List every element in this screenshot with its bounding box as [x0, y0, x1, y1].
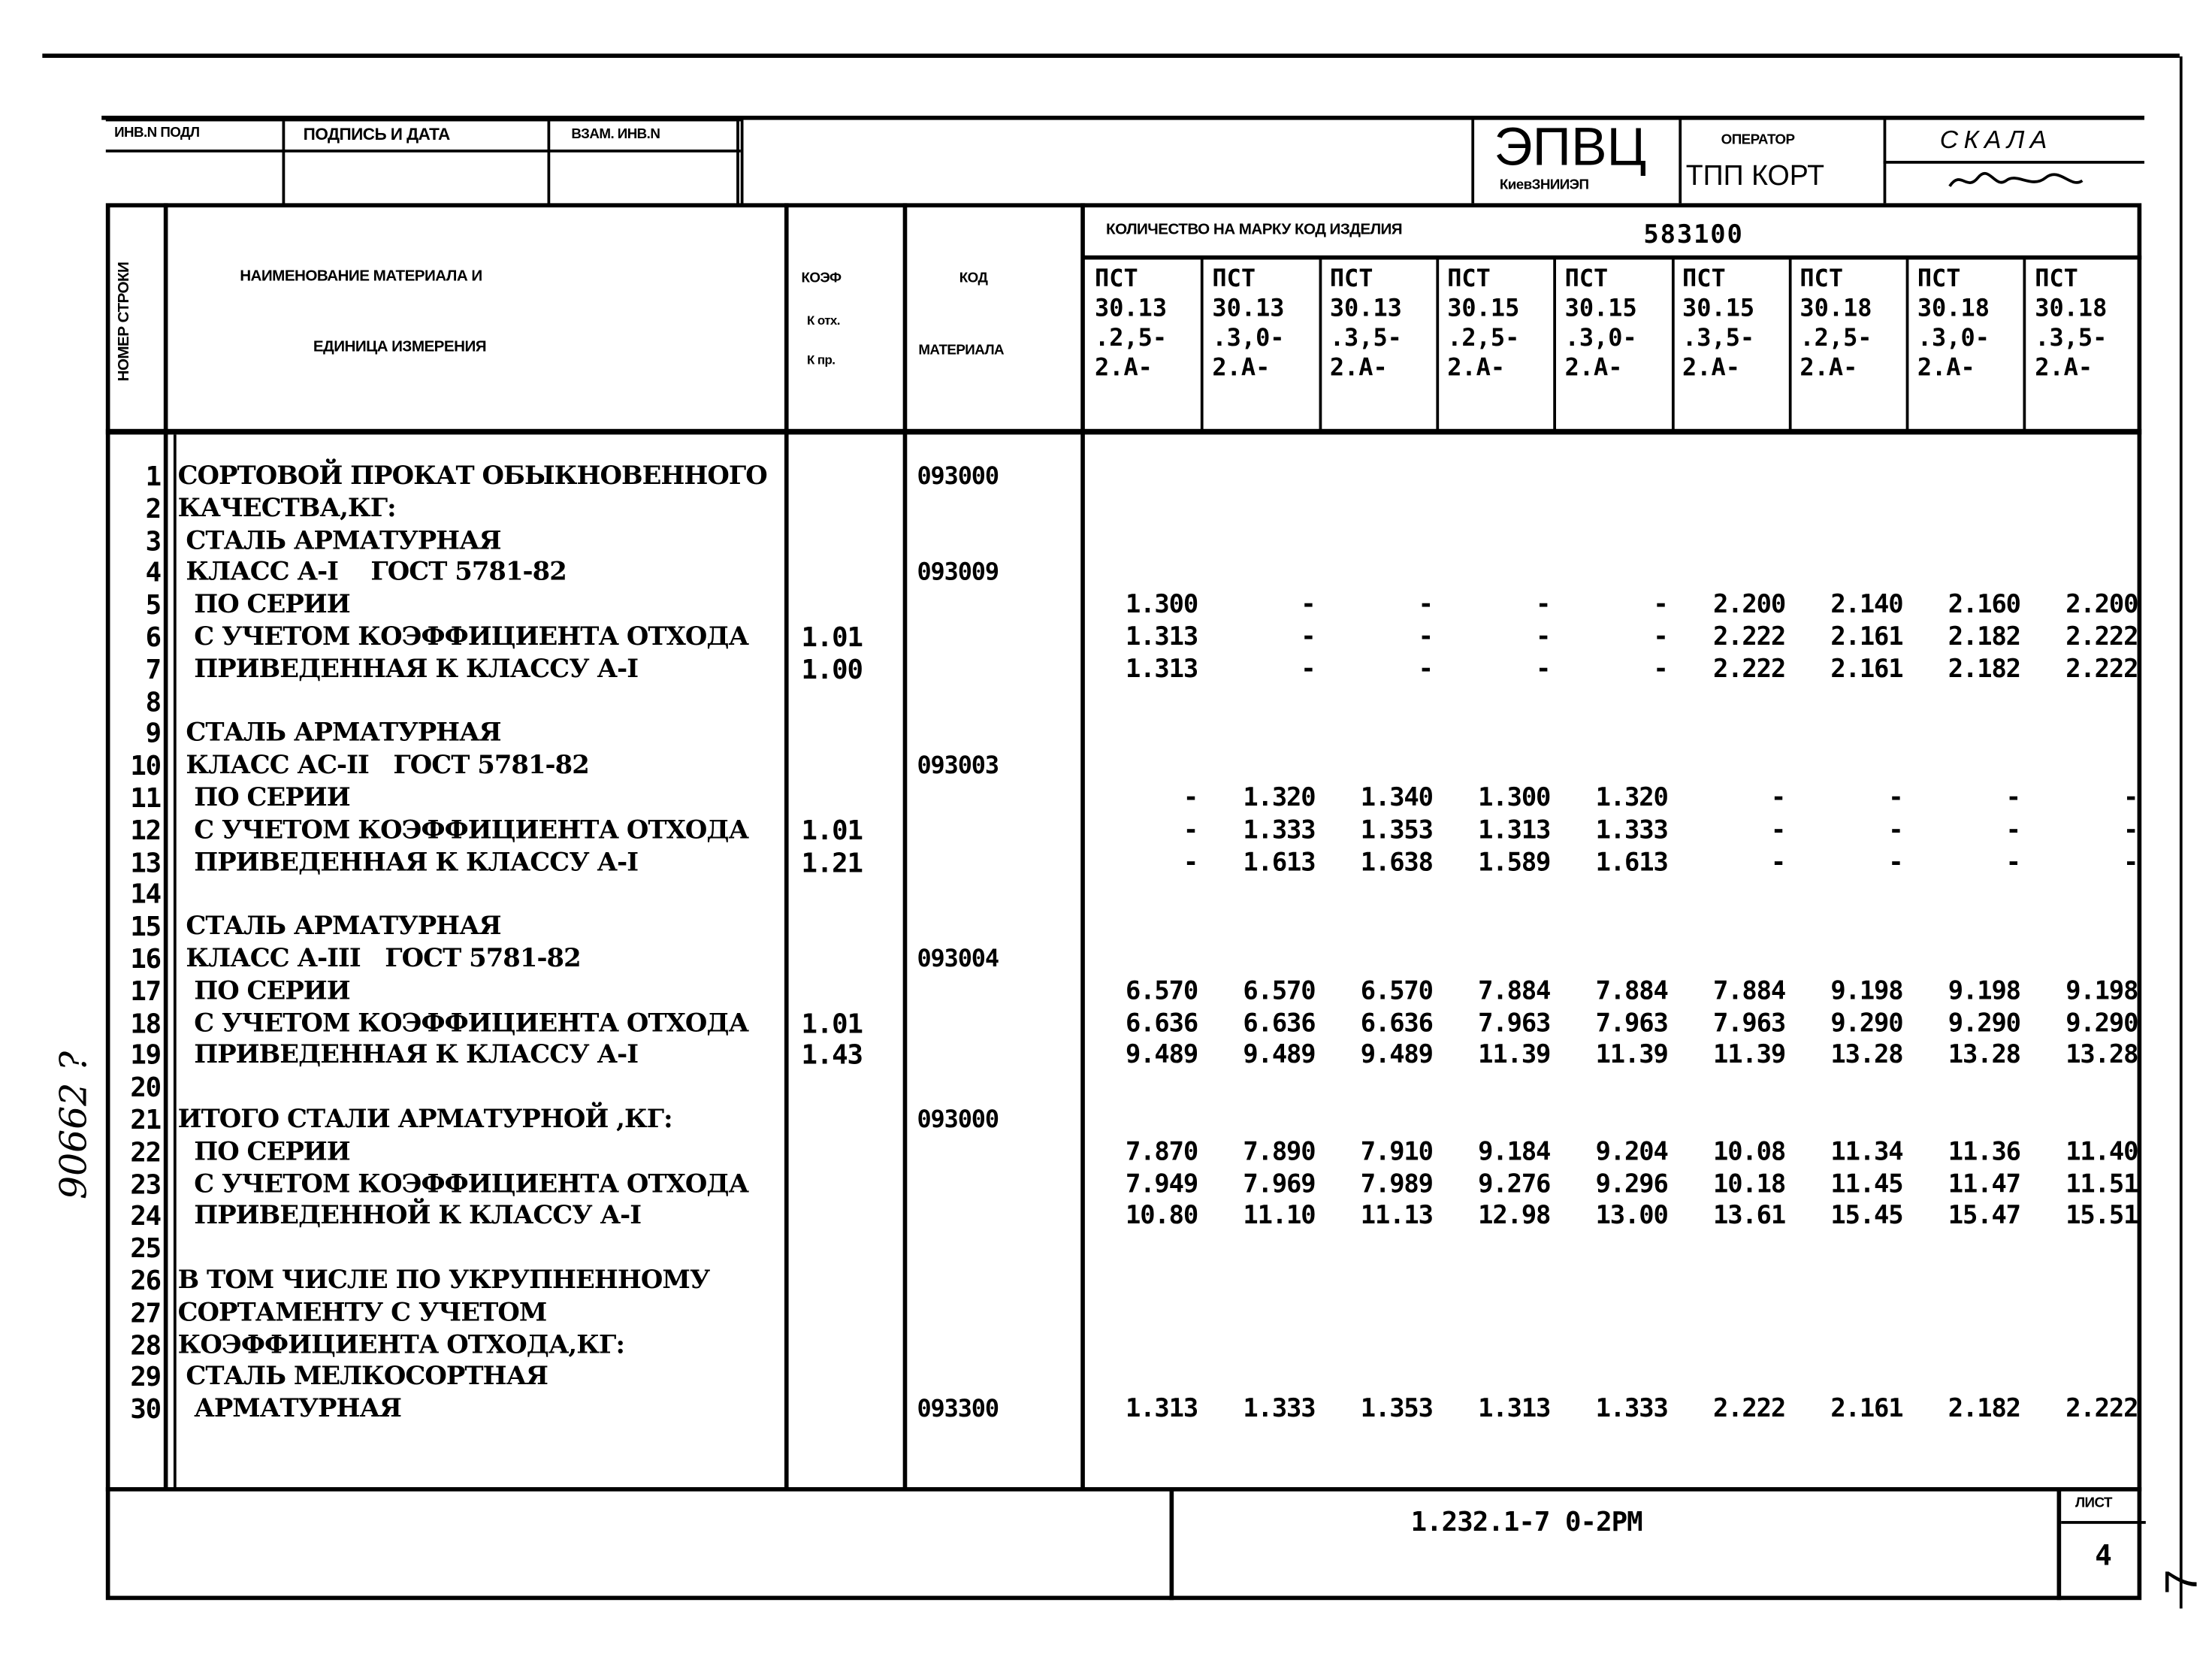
quantity-cell: 11.34 — [1830, 1136, 1903, 1167]
column-header-line: .3,0- — [1917, 324, 1990, 353]
quantity-cell: 1.638 — [1360, 847, 1433, 878]
material-name: АРМАТУРНАЯ — [177, 1394, 401, 1424]
material-name: ПРИВЕДЕННАЯ К КЛАССУ А-I — [177, 1040, 639, 1070]
column-header-line: 30.13 — [1095, 295, 1168, 323]
name-header-line2: ЕДИНИЦА ИЗМЕРЕНИЯ — [313, 338, 487, 356]
table-row — [0, 461, 2212, 492]
inv-label: ИНВ.N ПОДЛ — [114, 125, 200, 141]
material-name: ПО СЕРИИ — [177, 975, 350, 1006]
quantity-cell: 1.333 — [1595, 815, 1668, 845]
row-number: 27 — [130, 1298, 162, 1329]
quantity-cell: 2.222 — [1712, 622, 1786, 652]
column-header-line: 2.А- — [1212, 354, 1271, 382]
row-number: 25 — [130, 1233, 162, 1265]
operator-label: ОПЕРАТОР — [1721, 132, 1795, 149]
column-header-line: 30.15 — [1564, 295, 1637, 323]
product-column-header — [1800, 265, 1872, 384]
quantity-cell: 13.28 — [2065, 1040, 2138, 1070]
quantity-cell: 9.184 — [1478, 1136, 1551, 1167]
quantity-cell: - — [1653, 590, 1668, 620]
header-divider — [106, 429, 2141, 435]
quantity-cell: 15.51 — [2065, 1201, 2138, 1232]
quantity-cell: 1.313 — [1125, 622, 1198, 652]
table-row — [0, 815, 2212, 846]
quantity-cell: 7.910 — [1360, 1136, 1433, 1167]
code-header-line2: МАТЕРИАЛА — [918, 343, 1005, 358]
quantity-cell: 9.489 — [1243, 1040, 1316, 1070]
material-code: 093000 — [917, 462, 999, 491]
quantity-cell: 1.300 — [1478, 783, 1551, 813]
quantity-cell: 11.13 — [1360, 1201, 1433, 1232]
column-header-line: ПСТ — [1095, 265, 1138, 294]
column-header-line: 2.А- — [1917, 354, 1975, 382]
table-row — [0, 1169, 2212, 1200]
table-row — [0, 558, 2212, 588]
column-header-line: .2,5- — [1447, 324, 1520, 353]
material-name: СТАЛЬ АРМАТУРНАЯ — [177, 718, 501, 748]
quantity-cell: 1.313 — [1478, 1394, 1551, 1424]
quantity-cell: 6.636 — [1360, 1008, 1433, 1039]
column-header-line: .3,5- — [1682, 324, 1755, 353]
material-name: ПРИВЕДЕННАЯ К КЛАССУ А-I — [177, 654, 639, 685]
column-header-line: ПСТ — [1682, 265, 1726, 294]
quantity-cell: 2.200 — [2065, 590, 2138, 620]
material-name: С УЧЕТОМ КОЭФФИЦИЕНТА ОТХОДА — [177, 1169, 749, 1199]
quantity-cell: - — [1536, 654, 1551, 685]
material-name: КАЧЕСТВА,КГ: — [177, 493, 396, 524]
operator-value: ТПП КОРТ — [1685, 161, 1825, 192]
title-stamp — [1471, 119, 2144, 204]
product-column-header — [1212, 265, 1284, 384]
material-code: 093000 — [917, 1106, 999, 1135]
material-name: ПО СЕРИИ — [177, 783, 350, 813]
column-header-line: 2.А- — [1800, 354, 1858, 382]
quantity-cell: 1.353 — [1360, 815, 1433, 845]
quantity-cell: 2.182 — [1948, 654, 2020, 685]
coef-header-line2: К отх. — [806, 313, 840, 328]
column-header-line: 30.15 — [1682, 295, 1755, 323]
quantity-cell: 7.963 — [1712, 1008, 1786, 1039]
column-header-line: 2.А- — [1447, 354, 1506, 382]
column-header-line: .2,5- — [1800, 324, 1872, 353]
quantity-cell: - — [1183, 847, 1198, 878]
table-row — [0, 1394, 2212, 1425]
quantity-cell: 9.290 — [2065, 1008, 2138, 1039]
quantity-cell: 7.963 — [1478, 1008, 1551, 1039]
column-divider — [1436, 259, 1439, 431]
quantity-cell: - — [1888, 815, 1903, 845]
quantity-cell: 1.333 — [1243, 815, 1316, 845]
row-number: 3 — [145, 525, 162, 557]
product-code: 583100 — [1643, 219, 1744, 250]
column-header-line: 30.13 — [1212, 295, 1285, 323]
material-name: С УЧЕТОМ КОЭФФИЦИЕНТА ОТХОДА — [177, 815, 749, 845]
quantity-cell: 7.949 — [1125, 1169, 1198, 1199]
material-name: СОРТОВОЙ ПРОКАТ ОБЫКНОВЕННОГО — [177, 461, 767, 491]
coefficient: 1.43 — [801, 1040, 863, 1072]
quantity-cell: 9.204 — [1595, 1136, 1668, 1167]
quantity-cell: 1.320 — [1595, 783, 1668, 813]
org-subtitle: КиевЗНИИЭП — [1499, 177, 1589, 194]
quantity-cell: 2.222 — [2065, 654, 2138, 685]
quantity-cell: - — [1183, 815, 1198, 845]
quantity-cell: 10.18 — [1712, 1169, 1786, 1199]
quantity-cell: 2.182 — [1948, 622, 2020, 652]
quantity-cell: 1.300 — [1125, 590, 1198, 620]
quantity-cell: 2.222 — [2065, 622, 2138, 652]
quantity-cell: 9.276 — [1478, 1169, 1551, 1199]
table-row — [0, 912, 2212, 942]
material-name: КЛАСС А-III ГОСТ 5781-82 — [177, 944, 581, 974]
quantity-header: КОЛИЧЕСТВО НА МАРКУ КОД ИЗДЕЛИЯ — [1106, 221, 1403, 239]
quantity-cell: 6.636 — [1243, 1008, 1316, 1039]
quantity-cell: - — [1301, 590, 1316, 620]
row-number: 24 — [130, 1201, 162, 1232]
quantity-cell: 1.589 — [1478, 847, 1551, 878]
quantity-cell: 9.290 — [1948, 1008, 2020, 1039]
row-number: 10 — [130, 751, 162, 782]
quantity-cell: - — [1418, 622, 1433, 652]
column-header-line: .3,5- — [2035, 324, 2108, 353]
quantity-cell: 9.198 — [1830, 975, 1903, 1006]
quantity-cell: 7.884 — [1712, 975, 1786, 1006]
quantity-cell: 1.313 — [1478, 815, 1551, 845]
signature — [1947, 169, 2088, 196]
quantity-cell: 7.890 — [1243, 1136, 1316, 1167]
column-header-line: .3,5- — [1329, 324, 1402, 353]
column-divider — [1319, 259, 1322, 431]
quantity-cell: - — [1770, 783, 1786, 813]
table-row — [0, 1265, 2212, 1296]
row-number: 22 — [130, 1136, 162, 1169]
inventory-number: 90662 ? — [53, 1051, 96, 1199]
quantity-cell: 6.570 — [1243, 975, 1316, 1006]
product-column-header — [1682, 265, 1754, 384]
column-divider — [2023, 259, 2026, 431]
row-number: 18 — [130, 1008, 162, 1040]
approval-stamp — [106, 119, 744, 206]
quantity-cell: 1.613 — [1243, 847, 1316, 878]
quantity-cell: 2.182 — [1948, 1394, 2020, 1424]
table-row — [0, 976, 2212, 1007]
quantity-cell: 1.313 — [1125, 1394, 1198, 1424]
quantity-cell: 9.296 — [1595, 1169, 1668, 1199]
quantity-cell: 11.47 — [1948, 1169, 2020, 1199]
quantity-cell: 12.98 — [1478, 1201, 1551, 1232]
quantity-cell: - — [1418, 590, 1433, 620]
material-name: КЛАСС АС-II ГОСТ 5781-82 — [177, 751, 589, 781]
column-divider — [1906, 259, 1909, 431]
material-name: ПРИВЕДЕННАЯ К КЛАССУ А-I — [177, 847, 639, 878]
row-number: 26 — [130, 1265, 162, 1297]
footer-divider — [106, 1487, 2141, 1492]
table-row — [0, 622, 2212, 653]
table-row — [0, 1330, 2212, 1361]
table-row — [0, 783, 2212, 814]
row-number: 5 — [145, 590, 162, 621]
material-code: 093004 — [917, 945, 999, 974]
row-number: 28 — [130, 1329, 162, 1362]
quantity-cell: - — [1301, 654, 1316, 685]
column-header-line: 30.18 — [2035, 295, 2108, 323]
column-divider — [1554, 259, 1557, 431]
table-row — [0, 1041, 2212, 1072]
column-header-line: 2.А- — [1329, 354, 1388, 382]
quantity-cell: 7.884 — [1478, 975, 1551, 1006]
signature-scribble-icon — [1947, 169, 2088, 192]
row-number: 29 — [130, 1362, 162, 1393]
row-number: 15 — [130, 912, 162, 943]
column-header-line: .3,0- — [1564, 324, 1637, 353]
column-header-line: ПСТ — [1447, 265, 1491, 294]
quantity-cell: 7.963 — [1595, 1008, 1668, 1039]
quantity-cell: 10.08 — [1712, 1136, 1786, 1167]
material-name: ПО СЕРИИ — [177, 590, 350, 620]
table-row — [0, 1298, 2212, 1329]
coefficient: 1.21 — [801, 847, 863, 878]
column-header-line: ПСТ — [1329, 265, 1373, 294]
table-row — [0, 944, 2212, 975]
material-code: 093009 — [917, 559, 999, 588]
material-name: С УЧЕТОМ КОЭФФИЦИЕНТА ОТХОДА — [177, 1008, 749, 1039]
quantity-cell: 2.161 — [1830, 1394, 1903, 1424]
quantity-cell: 9.489 — [1360, 1040, 1433, 1070]
quantity-cell: 2.161 — [1830, 622, 1903, 652]
row-number: 19 — [130, 1040, 162, 1072]
vzam-label: ВЗАМ. ИНВ.N — [571, 126, 660, 143]
quantity-cell: 11.39 — [1478, 1040, 1551, 1070]
org-logo: ЭПВЦ — [1494, 118, 1647, 178]
quantity-cell: 13.61 — [1712, 1201, 1786, 1232]
column-header-line: ПСТ — [1917, 265, 1961, 294]
coef-header-line1: КОЭФ — [801, 271, 842, 287]
quantity-cell: 7.969 — [1243, 1169, 1316, 1199]
quantity-cell: - — [2005, 783, 2020, 813]
product-column-header — [1330, 265, 1402, 384]
quantity-cell: - — [1770, 815, 1786, 845]
column-header-line: ПСТ — [2035, 265, 2078, 294]
table-row — [0, 655, 2212, 685]
name-header-line1: НАИМЕНОВАНИЕ МАТЕРИАЛА И — [240, 268, 482, 286]
code-header-line1: КОД — [959, 271, 988, 287]
row-number: 6 — [145, 622, 162, 654]
quantity-cell: 9.489 — [1125, 1040, 1198, 1070]
table-row — [0, 1137, 2212, 1168]
table-row — [0, 1105, 2212, 1135]
row-number: 23 — [130, 1169, 162, 1201]
sheet-number: 4 — [2095, 1538, 2112, 1572]
table-row — [0, 1202, 2212, 1232]
row-number: 14 — [130, 879, 162, 911]
sheet-box — [2057, 1490, 2142, 1600]
column-header-line: .3,0- — [1212, 324, 1285, 353]
quantity-cell: 11.40 — [2065, 1136, 2138, 1167]
quantity-cell: - — [1418, 654, 1433, 685]
page-mark: 7 — [2155, 1569, 2207, 1595]
table-row — [0, 1008, 2212, 1039]
quantity-cell: 1.320 — [1243, 783, 1316, 813]
column-header-line: 2.А- — [2035, 354, 2093, 382]
material-code: 093300 — [917, 1395, 999, 1424]
quantity-cell: 6.636 — [1125, 1008, 1198, 1039]
quantity-cell: 13.28 — [1948, 1040, 2020, 1070]
column-header-line: 30.15 — [1447, 295, 1520, 323]
quantity-cell: 2.161 — [1830, 654, 1903, 685]
quantity-cell: 1.313 — [1125, 654, 1198, 685]
column-divider — [1201, 259, 1204, 431]
quantity-cell: - — [1536, 590, 1551, 620]
column-header-line: .2,5- — [1095, 324, 1168, 353]
quantity-cell: 6.570 — [1360, 975, 1433, 1006]
quantity-cell: - — [1888, 847, 1903, 878]
quantity-cell: 2.222 — [2065, 1394, 2138, 1424]
material-name: КОЭФФИЦИЕНТА ОТХОДА,КГ: — [177, 1329, 624, 1360]
row-number: 8 — [145, 686, 162, 718]
quantity-cell: 6.570 — [1125, 975, 1198, 1006]
column-header-line: ПСТ — [1800, 265, 1844, 294]
quantity-cell: 2.222 — [1712, 654, 1786, 685]
quantity-cell: 2.160 — [1948, 590, 2020, 620]
product-column-header — [1917, 265, 1990, 384]
quantity-cell: 1.353 — [1360, 1394, 1433, 1424]
quantity-cell: - — [2123, 783, 2138, 813]
quantity-cell: 13.00 — [1595, 1201, 1668, 1232]
document-code: 1.232.1-7 0-2РМ — [1410, 1507, 1642, 1538]
row-number: 7 — [145, 654, 162, 686]
quantity-cell: 1.613 — [1595, 847, 1668, 878]
quantity-cell: 11.36 — [1948, 1136, 2020, 1167]
row-number: 4 — [145, 558, 162, 589]
row-number: 12 — [130, 815, 162, 847]
product-column-header — [1095, 265, 1167, 384]
column-header-line: 2.А- — [1095, 354, 1153, 382]
quantity-cell: 11.51 — [2065, 1169, 2138, 1199]
coefficient: 1.01 — [801, 1008, 863, 1040]
quantity-cell: - — [2123, 847, 2138, 878]
sign-label: ПОДПИСЬ И ДАТА — [303, 124, 450, 144]
material-name: СТАЛЬ АРМАТУРНАЯ — [177, 912, 501, 942]
system-name: СКАЛА — [1939, 125, 2053, 154]
row-number: 13 — [130, 847, 162, 878]
quantity-cell: 7.884 — [1595, 975, 1668, 1006]
quantity-cell: 1.333 — [1595, 1394, 1668, 1424]
quantity-cell: 15.45 — [1830, 1201, 1903, 1232]
row-number: 30 — [130, 1394, 162, 1426]
quantity-cell: 9.198 — [2065, 975, 2138, 1006]
product-column-header — [1565, 265, 1637, 384]
material-name: СТАЛЬ АРМАТУРНАЯ — [177, 525, 501, 556]
table-row — [0, 494, 2212, 525]
quantity-cell: 2.222 — [1712, 1394, 1786, 1424]
quantity-cell: 15.47 — [1948, 1201, 2020, 1232]
quantity-cell: 2.140 — [1830, 590, 1903, 620]
quantity-cell: 7.870 — [1125, 1136, 1198, 1167]
row-number: 17 — [130, 975, 162, 1008]
row-number: 1 — [145, 461, 162, 493]
quantity-cell: - — [1770, 847, 1786, 878]
quantity-cell: - — [2005, 815, 2020, 845]
quantity-cell: 11.10 — [1243, 1201, 1316, 1232]
material-name: КЛАСС А-I ГОСТ 5781-82 — [177, 558, 567, 588]
quantity-cell: 1.340 — [1360, 783, 1433, 813]
quantity-cell: 11.39 — [1712, 1040, 1786, 1070]
table-row — [0, 751, 2212, 782]
quantity-cell: - — [1653, 654, 1668, 685]
material-name: ПРИВЕДЕННОЙ К КЛАССУ А-I — [177, 1201, 642, 1232]
quantity-cell: - — [1183, 783, 1198, 813]
quantity-cell: - — [1301, 622, 1316, 652]
material-code: 093003 — [917, 752, 999, 781]
column-header-line: 2.А- — [1682, 354, 1740, 382]
quantity-cell: 1.333 — [1243, 1394, 1316, 1424]
column-divider — [1671, 259, 1674, 431]
quantity-cell: 11.45 — [1830, 1169, 1903, 1199]
material-name: СОРТАМЕНТУ С УЧЕТОМ — [177, 1298, 547, 1328]
material-name: СТАЛЬ МЕЛКОСОРТНАЯ — [177, 1362, 548, 1392]
table-row — [0, 848, 2212, 878]
table-row — [0, 1362, 2212, 1393]
table-row — [0, 1233, 2212, 1264]
quantity-cell: 9.290 — [1830, 1008, 1903, 1039]
quantity-cell: - — [1536, 622, 1551, 652]
row-number: 20 — [130, 1072, 162, 1104]
product-column-header — [2035, 265, 2107, 384]
table-row — [0, 1072, 2212, 1103]
quantity-cell: 9.198 — [1948, 975, 2020, 1006]
table-row — [0, 687, 2212, 718]
row-number: 16 — [130, 944, 162, 975]
quantity-cell: 2.200 — [1712, 590, 1786, 620]
quantity-cell: - — [1888, 783, 1903, 813]
table-row — [0, 526, 2212, 557]
column-header-line: 30.18 — [1917, 295, 1990, 323]
row-number: 11 — [130, 783, 162, 815]
table-row — [0, 718, 2212, 749]
column-header-line: 30.18 — [1800, 295, 1872, 323]
column-header-line: 2.А- — [1564, 354, 1623, 382]
quantity-cell: - — [2123, 815, 2138, 845]
column-header-line: ПСТ — [1564, 265, 1609, 294]
coefficient: 1.00 — [801, 654, 863, 686]
quantity-cell: 13.28 — [1830, 1040, 1903, 1070]
row-number: 21 — [130, 1105, 162, 1136]
column-header-line: 30.13 — [1329, 295, 1402, 323]
column-divider — [1788, 259, 1791, 431]
table-row — [0, 879, 2212, 910]
row-number-header: НОМЕР СТРОКИ — [115, 262, 133, 382]
row-number: 9 — [145, 718, 162, 750]
quantity-cell: - — [2005, 847, 2020, 878]
quantity-cell: 11.39 — [1595, 1040, 1668, 1070]
material-name: ИТОГО СТАЛИ АРМАТУРНОЙ ,КГ: — [177, 1105, 672, 1135]
row-number: 2 — [145, 493, 162, 525]
coef-header-line3: К пр. — [806, 352, 836, 367]
table-row — [0, 590, 2212, 621]
quantity-cell: 7.989 — [1360, 1169, 1433, 1199]
sheet-label: ЛИСТ — [2075, 1495, 2112, 1511]
quantity-cell: 10.80 — [1125, 1201, 1198, 1232]
coefficient: 1.01 — [801, 815, 863, 847]
product-column-header — [1447, 265, 1519, 384]
quantity-cell: - — [1653, 622, 1668, 652]
top-rule — [42, 53, 2180, 58]
material-name: С УЧЕТОМ КОЭФФИЦИЕНТА ОТХОДА — [177, 622, 749, 652]
material-name: В ТОМ ЧИСЛЕ ПО УКРУПНЕННОМУ — [177, 1265, 710, 1296]
column-header-line: ПСТ — [1212, 265, 1256, 294]
material-name: ПО СЕРИИ — [177, 1136, 350, 1167]
coefficient: 1.01 — [801, 622, 863, 654]
